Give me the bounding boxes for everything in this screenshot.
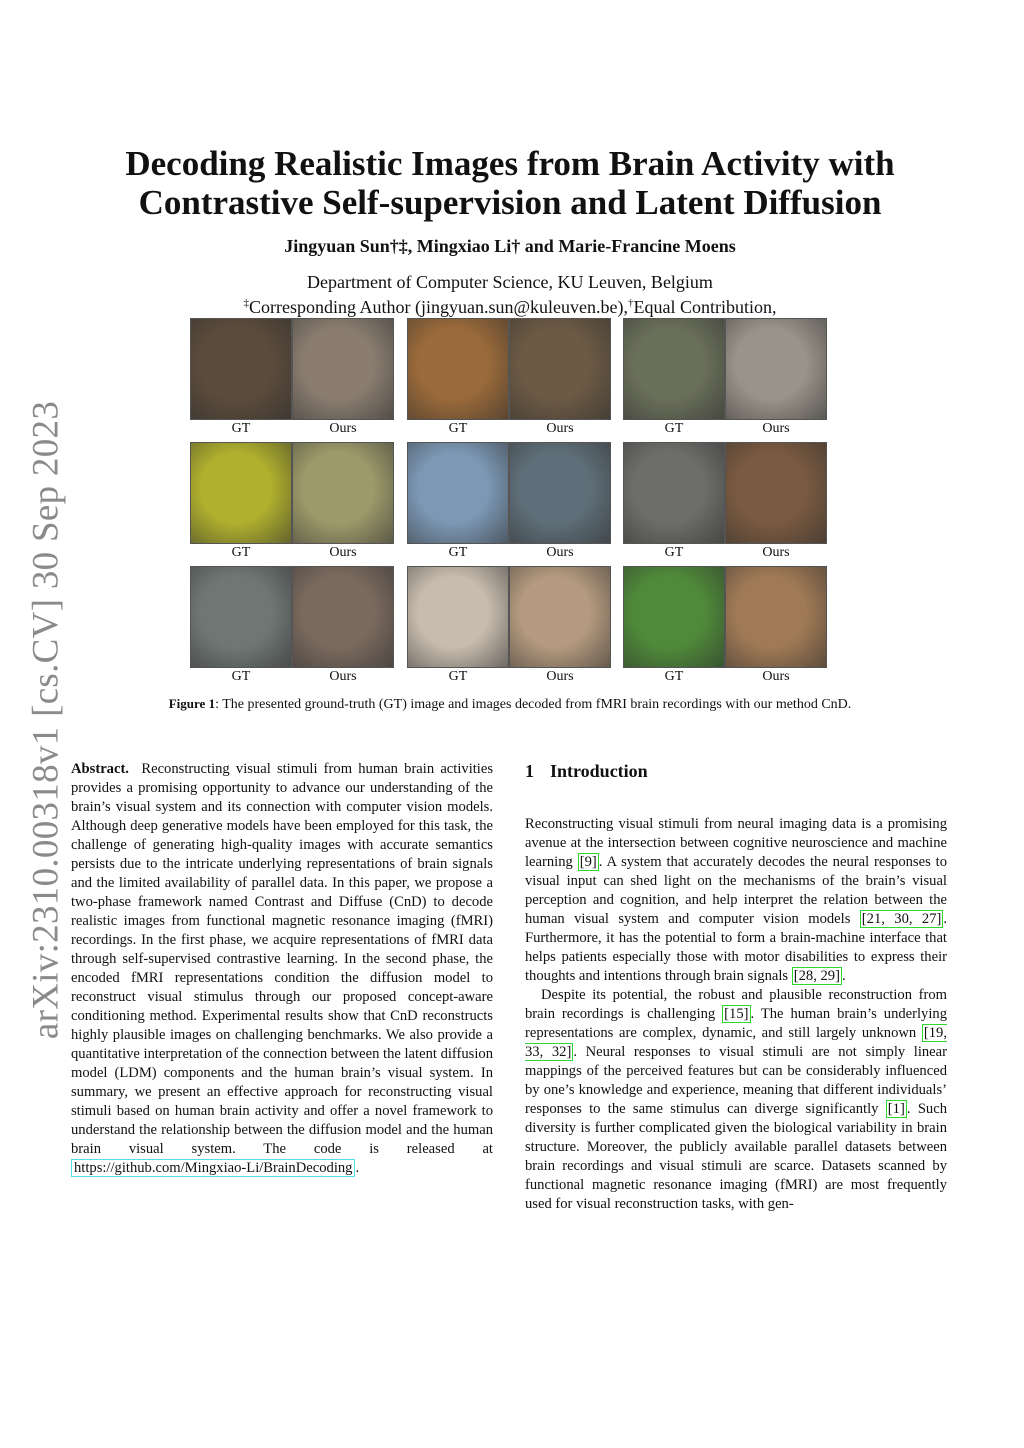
ours-label: Ours: [546, 421, 574, 436]
abstract: [71, 760, 493, 1178]
figure-row-1: [190, 318, 830, 442]
equal-mark: †: [628, 297, 634, 309]
ours-label: Ours: [546, 545, 574, 560]
image-pair: [407, 442, 613, 561]
figure-row-2: [190, 442, 830, 566]
gt-image: [623, 566, 725, 668]
text-run: . Neural responses to visual stimuli are not simply linear mappings of the perceived features but can be considerably influenced by one’s knowledge and experience, meaning that different individuals’ responses to the same stimulus can diverge significantly: [525, 1044, 947, 1117]
image-pair: [190, 442, 396, 561]
gt-label: GT: [448, 545, 468, 560]
ours-image: [509, 442, 611, 544]
affiliation-block: [90, 272, 930, 318]
ours-image: [725, 442, 827, 544]
gt-label: GT: [664, 545, 684, 560]
citation-link[interactable]: [9]: [579, 854, 597, 870]
image-pair: [623, 566, 829, 685]
citation-link[interactable]: [15]: [724, 1006, 749, 1022]
ours-label: Ours: [762, 669, 790, 684]
corresponding-text: Corresponding Author (jingyuan.sun@kuleuven.be),: [248, 297, 629, 317]
figure-row-3: [190, 566, 830, 690]
caption-label: Figure 1: [168, 696, 216, 711]
figure-caption: [90, 696, 930, 713]
paper-title: [90, 144, 930, 222]
affiliation: Department of Computer Science, KU Leuven, Belgium: [307, 272, 713, 292]
title-line-1: Decoding Realistic Images from Brain Activity with: [125, 144, 895, 183]
equal-text: Equal Contribution,: [633, 297, 777, 317]
text-run: . Furthermore, it has the potential to form a brain-machine interface that helps patients especially those with motor disabilities to express their thoughts and intentions through brain signals: [525, 911, 948, 984]
abstract-label: Abstract.: [71, 761, 129, 777]
intro-paragraph-2: [525, 986, 947, 1214]
ours-image: [725, 318, 827, 420]
gt-image: [407, 318, 509, 420]
ours-label: Ours: [546, 669, 574, 684]
gt-label: GT: [231, 421, 251, 436]
citation-link[interactable]: [19, 33, 32]: [525, 1025, 947, 1060]
ours-image: [292, 442, 394, 544]
ours-image: [509, 566, 611, 668]
image-pair: [190, 566, 396, 685]
gt-image: [623, 442, 725, 544]
gt-label: GT: [231, 669, 251, 684]
citation-link[interactable]: [1]: [887, 1101, 905, 1117]
code-link[interactable]: https://github.com/Mingxiao-Li/BrainDecoding: [71, 1159, 355, 1177]
image-pair: [190, 318, 396, 437]
ours-label: Ours: [329, 669, 357, 684]
gt-label: GT: [664, 421, 684, 436]
gt-image: [190, 566, 292, 668]
gt-label: GT: [231, 545, 251, 560]
gt-image: [623, 318, 725, 420]
gt-label: GT: [664, 669, 684, 684]
gt-label: GT: [448, 421, 468, 436]
arxiv-stamp-text: arXiv:2310.00318v1 [cs.CV] 30 Sep 2023: [25, 400, 67, 1040]
intro-paragraph-1: [525, 815, 947, 986]
image-pair: [407, 566, 613, 685]
image-pair: [623, 442, 829, 561]
section-heading: [525, 760, 947, 782]
image-pair: [407, 318, 613, 437]
ours-image: [292, 318, 394, 420]
ours-image: [509, 318, 611, 420]
gt-image: [190, 442, 292, 544]
abstract-end: .: [355, 1160, 360, 1176]
caption-text: : The presented ground-truth (GT) image and images decoded from fMRI brain recordings with our method CnD.: [215, 697, 852, 712]
abstract-text: Reconstructing visual stimuli from human brain activities provides a promising opportunity to advance our understanding of the brain’s visual system and its connection with computer vision models. Although deep generative models have been employed for this task, the challenge of generating high-quality images with accurate semantics persists due to the intricate underlying representations of brain signals and the limited availability of parallel data. In this paper, we propose a two-phase framework named Contrast and Diffuse (CnD) to decode realistic images from functional magnetic resonance imaging (fMRI) recordings. In the first phase, we acquire representations of fMRI data through self-supervised contrastive learning. In the second phase, the encoded fMRI representations condition the diffusion model to reconstruct visual stimulus through our proposed concept-aware conditioning method. Experimental results show that CnD reconstructs highly plausible images on challenging benchmarks. We also provide a quantitative interpretation of the connection between the latent diffusion model (LDM) components and the human brain’s visual system. In summary, we present an effective approach for reconstructing visual stimuli based on human brain activity and offer a novel framework to understand the relationship between the diffusion model and the human brain visual system. The code is released at: [71, 761, 494, 1157]
gt-image: [407, 566, 509, 668]
correspondence-note: [90, 293, 930, 318]
gt-label: GT: [448, 669, 468, 684]
text-run: Reconstructing visual stimuli from neural imaging data is a promising avenue at the intersection between cognitive neuroscience and machine learning: [525, 816, 947, 870]
ours-label: Ours: [762, 545, 790, 560]
ours-label: Ours: [329, 421, 357, 436]
section-title: Introduction: [550, 761, 648, 781]
corresponding-mark: ‡: [243, 297, 249, 309]
text-run: . A system that accurately decodes the neural responses to visual input can shed light on the mechanisms of the brain’s visual perception and cognition, and help interpret the relation between the human visual system and computer vision models: [525, 854, 947, 927]
gt-image: [190, 318, 292, 420]
ours-image: [292, 566, 394, 668]
intro-column: [525, 760, 947, 1214]
author-list: Jingyuan Sun†‡, Mingxiao Li† and Marie-Francine Moens: [284, 236, 736, 256]
ours-label: Ours: [329, 545, 357, 560]
figure-1: [190, 318, 830, 690]
gt-image: [407, 442, 509, 544]
ours-image: [725, 566, 827, 668]
text-run: Despite its potential, the robust and plausible reconstruction from brain recordings is challenging: [525, 987, 947, 1022]
text-run: . Such diversity is further complicated given the biological variability in brain structure. Moreover, the publicly available parallel datasets between brain recordings and visual stimuli are scarce. Datasets scanned by functional magnetic resonance imaging (fMRI) are most frequently used for visual reconstruction tasks, with gen-: [525, 1101, 948, 1212]
abstract-column: [71, 760, 493, 1178]
image-pair: [623, 318, 829, 437]
section-number: 1: [525, 761, 534, 781]
title-line-2: Contrastive Self-supervision and Latent Diffusion: [138, 183, 882, 222]
ours-label: Ours: [762, 421, 790, 436]
text-run: . The human brain’s underlying representations are complex, dynamic, and still largely unknown: [525, 1006, 947, 1041]
citation-link[interactable]: [21, 30, 27]: [861, 911, 942, 927]
text-run: .: [841, 968, 846, 984]
citation-link[interactable]: [28, 29]: [793, 968, 840, 984]
